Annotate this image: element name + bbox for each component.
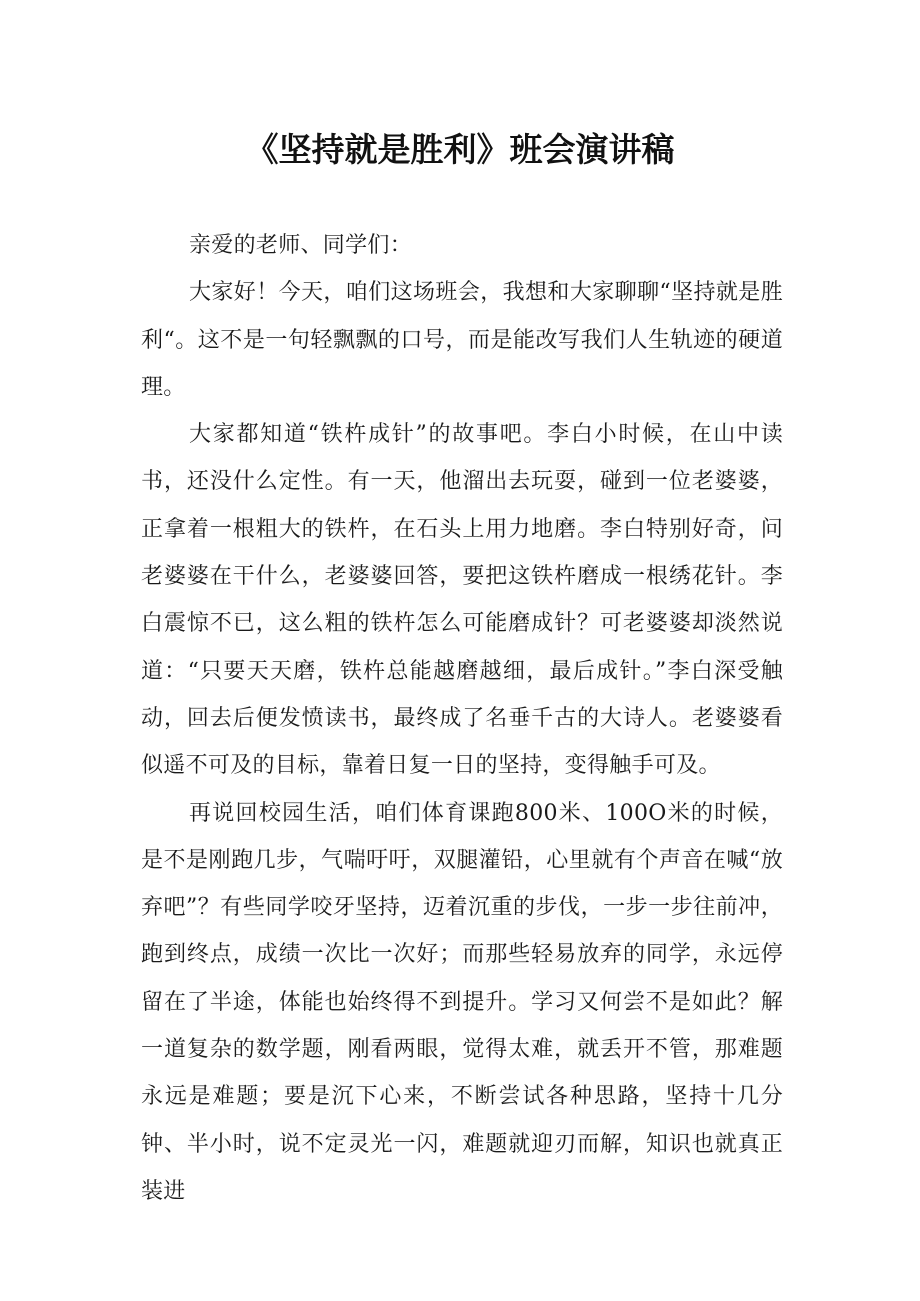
paragraph-intro: 大家好！今天，咱们这场班会，我想和大家聊聊“坚持就是胜利“。这不是一句轻飘飘的口号，而是能改写我们人生轨迹的硬道理。 <box>141 280 783 400</box>
paragraph-story: 大家都知道“铁杵成针”的故事吧。李白小时候，在山中读书，还没什么定性。有一天，他溜出去玩耍，碰到一位老婆婆，正拿着一根粗大的铁杵，在石头上用力地磨。李白特别好奇，问老婆婆在干什么，老婆婆回答，要把这铁杵磨成一根绣花针。李白震惊不已，这么粗的铁杵怎么可能磨成针？可老婆婆却淡然说道：“只要天天磨，铁杵总能越磨越细，最后成针。”李白深受触动，回去后便发愤读书，最终成了名垂千古的大诗人。老婆婆看似遥不可及的目标，靠着日复一日的坚持，变得触手可及。 <box>141 422 783 779</box>
document-body <box>141 222 783 1215</box>
paragraph-campus: 再说回校园生活，咱们体育课跑800米、100O米的时候，是不是刚跑几步，气喘吁吁，双腿灌铅，心里就有个声音在喊“放弃吧”？有些同学咬牙坚持，迈着沉重的步伐，一步一步往前冲，跑到终点，成绩一次比一次好；而那些轻易放弃的同学，永远停留在了半途，体能也始终得不到提升。学习又何尝不是如此？解一道复杂的数学题，刚看两眼，觉得太难，就丢开不管，那难题永远是难题；要是沉下心来，不断尝试各种思路，坚持十几分钟、半小时，说不定灵光一闪，难题就迎刃而解，知识也就真正装进 <box>141 800 783 1204</box>
paragraph-greeting: 亲爱的老师、同学们： <box>189 233 413 258</box>
document-title: 《坚持就是胜利》班会演讲稿 <box>245 130 675 169</box>
